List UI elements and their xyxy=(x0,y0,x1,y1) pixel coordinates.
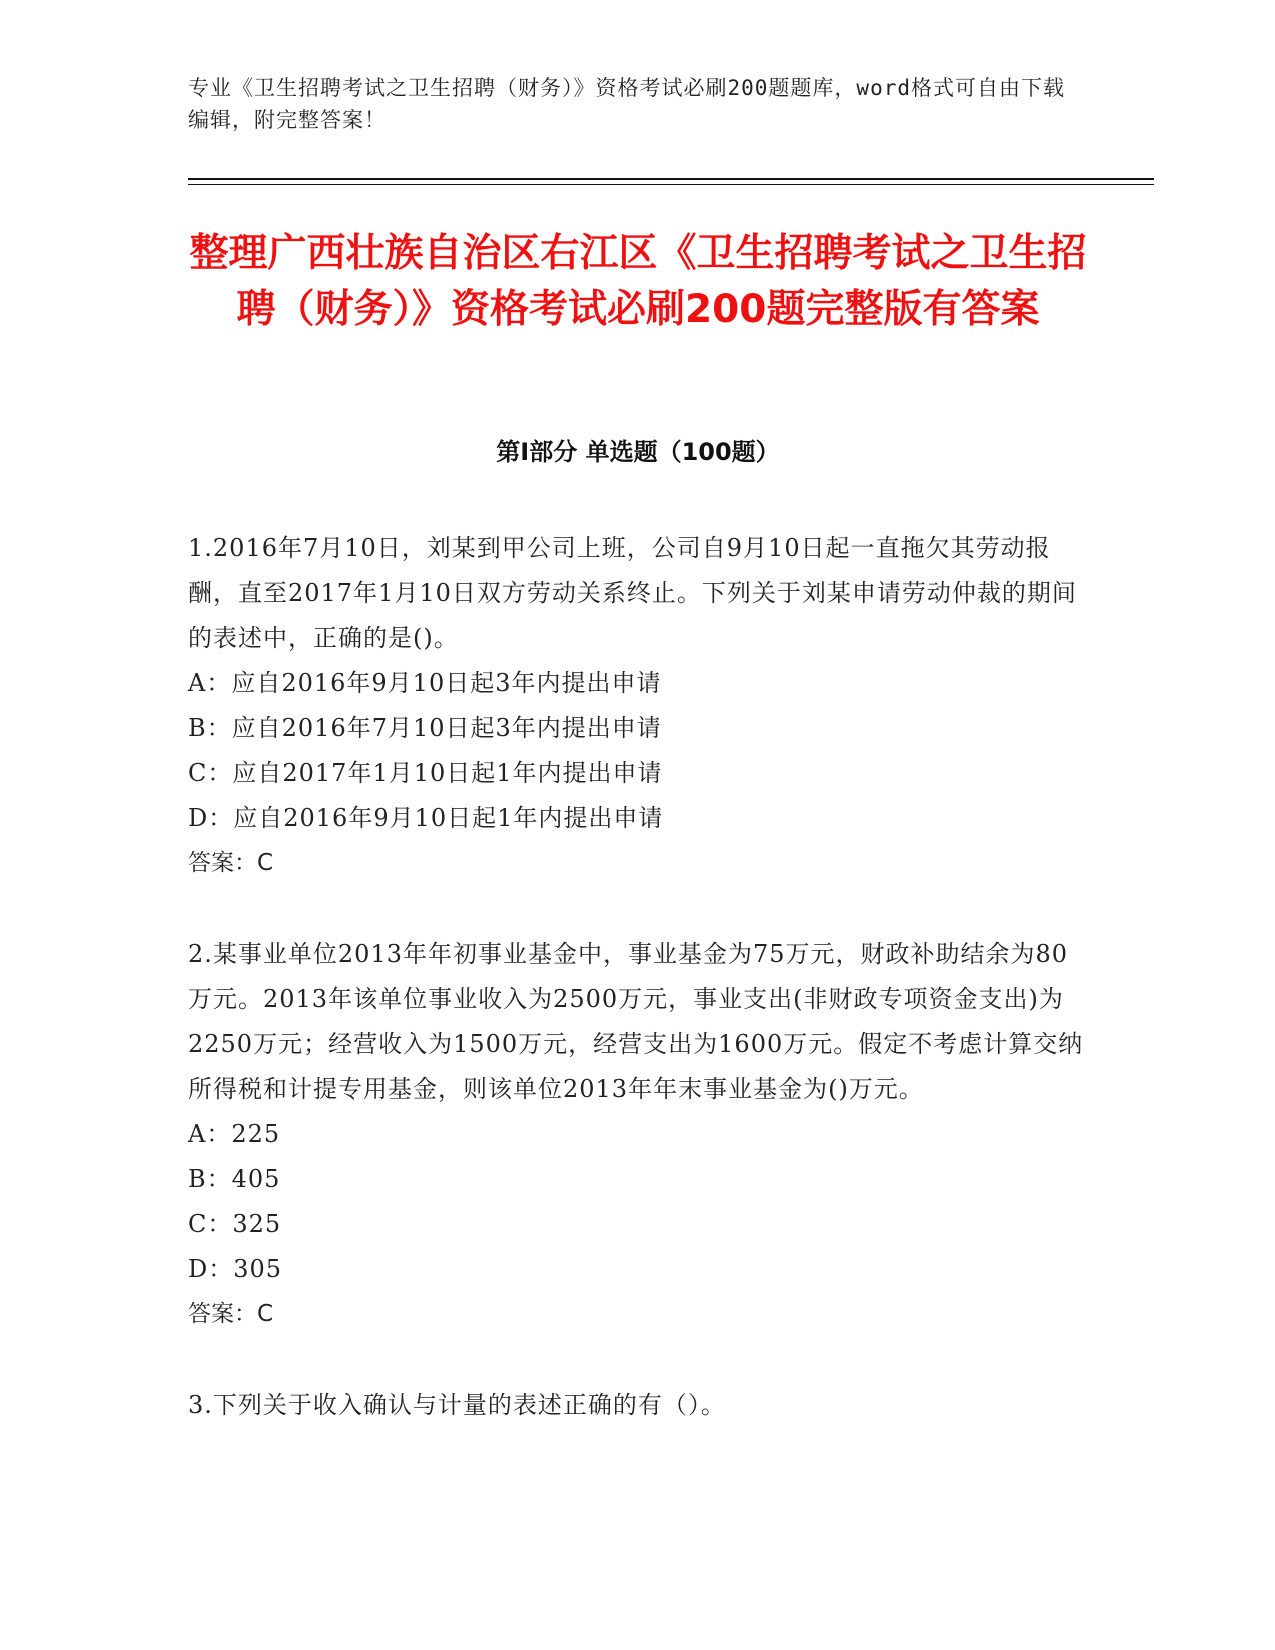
question-1 xyxy=(188,526,1088,886)
answer: 答案：C xyxy=(188,850,274,876)
option-b: B：405 xyxy=(188,1165,281,1193)
document-title: 整理广西壮族自治区右江区《卫生招聘考试之卫生招聘（财务）》资格考试必刷200题完整版有答案 xyxy=(189,231,1087,332)
option-d: D：应自2016年9月10日起1年内提出申请 xyxy=(188,804,664,832)
answer: 答案：C xyxy=(188,1301,274,1327)
question-2 xyxy=(188,932,1088,1337)
option-d: D：305 xyxy=(188,1255,283,1283)
question-3 xyxy=(188,1383,1088,1428)
question-list xyxy=(188,526,1088,1474)
option-b: B：应自2016年7月10日起3年内提出申请 xyxy=(188,714,662,742)
section-title: 第Ⅰ部分 单选题（100题） xyxy=(496,438,780,466)
question-stem: 1.2016年7月10日，刘某到甲公司上班，公司自9月10日起一直拖欠其劳动报酬，直至2017年1月10日双方劳动关系终止。下列关于刘某申请劳动仲裁的期间的表述中，正确的是()。 xyxy=(188,534,1077,652)
option-c: C：325 xyxy=(188,1210,282,1238)
header-divider-thick xyxy=(188,178,1154,180)
header-divider-thin xyxy=(188,184,1154,185)
question-stem: 3.下列关于收入确认与计量的表述正确的有（）。 xyxy=(188,1391,726,1419)
option-c: C：应自2017年1月10日起1年内提出申请 xyxy=(188,759,663,787)
option-a: A：225 xyxy=(188,1120,281,1148)
option-a: A：应自2016年9月10日起3年内提出申请 xyxy=(188,669,662,697)
header-note: 专业《卫生招聘考试之卫生招聘（财务）》资格考试必刷200题题库，word格式可自由下载编辑，附完整答案！ xyxy=(188,76,1065,132)
question-stem: 2.某事业单位2013年年初事业基金中，事业基金为75万元，财政补助结余为80万元。2013年该单位事业收入为2500万元，事业支出(非财政专项资金支出)为2250万元；经营收入为1500万元，经营支出为1600万元。假定不考虑计算交纳所得税和计提专用基金，则该单位2013年年末事业基金为()万元。 xyxy=(188,940,1084,1103)
